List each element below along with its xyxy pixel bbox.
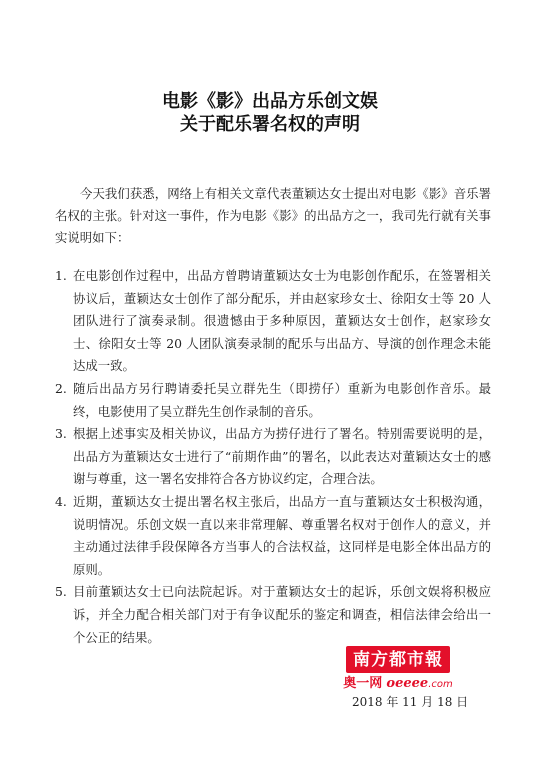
list-item-text: 近期，董颖达女士提出署名权主张后，出品方一直与董颖达女士积极沟通，说明情况。乐创文娱一直以来非常理解、尊重署名权对于创作人的意义，并主动通过法律手段保障各方当事人的合法权益，这同样是电影全体出品方的原则。 [73, 493, 491, 577]
list-item-text: 随后出品方另行聘请委托吴立群先生（即捞仔）重新为电影创作音乐。最终，电影使用了吴立群先生创作录制的音乐。 [73, 380, 491, 419]
site-domain: oeeee [386, 676, 429, 691]
list-item-number: 4. [55, 493, 67, 509]
list-item-number: 1. [55, 268, 67, 283]
document-title [0, 90, 540, 136]
list-item [55, 491, 491, 581]
list-item [55, 581, 491, 649]
list-item-text: 根据上述事实及相关协议，出品方为捞仔进行了署名。特别需要说明的是，出品方为董颖达女士进行了“前期作曲”的署名，以此表达对董颖达女士的感谢与尊重，这一署名安排符合各方协议约定，合理合法。 [73, 426, 491, 487]
statement-date: 2018 年 11 月 18 日 [352, 695, 469, 709]
list-item-number: 5. [55, 584, 67, 600]
list-item [55, 265, 491, 378]
intro-paragraph: 今天我们获悉，网络上有相关文章代表董颖达女士提出对电影《影》音乐署名权的主张。针对这一事件，作为电影《影》的出品方之一，我司先行就有关事实说明如下： [55, 186, 491, 245]
site-name: 奥一网 [343, 676, 383, 691]
site-tld: .com [428, 679, 453, 690]
list-item-text: 目前董颖达女士已向法院起诉。对于董颖达女士的起诉，乐创文娱将积极应诉，并全力配合相关部门对于有争议配乐的鉴定和调查，相信法律会给出一个公正的结果。 [73, 584, 491, 645]
newspaper-logo: 南方都市報 [346, 646, 450, 673]
list-item [55, 378, 491, 423]
list-item-number: 3. [55, 426, 67, 442]
list-item-text: 在电影创作过程中，出品方曾聘请董颖达女士为电影创作配乐，在签署相关协议后，董颖达女士创作了部分配乐，并由赵家珍女士、徐阳女士等 20 人团队进行了演奏录制。很遗憾由于多种原因，董颖达女士创作，赵家珍女士、徐阳女士等 20 人团队演奏录制的配乐与出品方、导演的创作理念未能达成一致。 [73, 268, 491, 374]
title-line-2: 关于配乐署名权的声明 [180, 114, 360, 135]
site-logo [328, 676, 468, 693]
list-item [55, 423, 491, 491]
statement-list [55, 265, 491, 649]
title-line-1: 电影《影》出品方乐创文娱 [162, 91, 378, 112]
list-item-number: 2. [55, 380, 67, 396]
newspaper-watermark [328, 646, 468, 693]
